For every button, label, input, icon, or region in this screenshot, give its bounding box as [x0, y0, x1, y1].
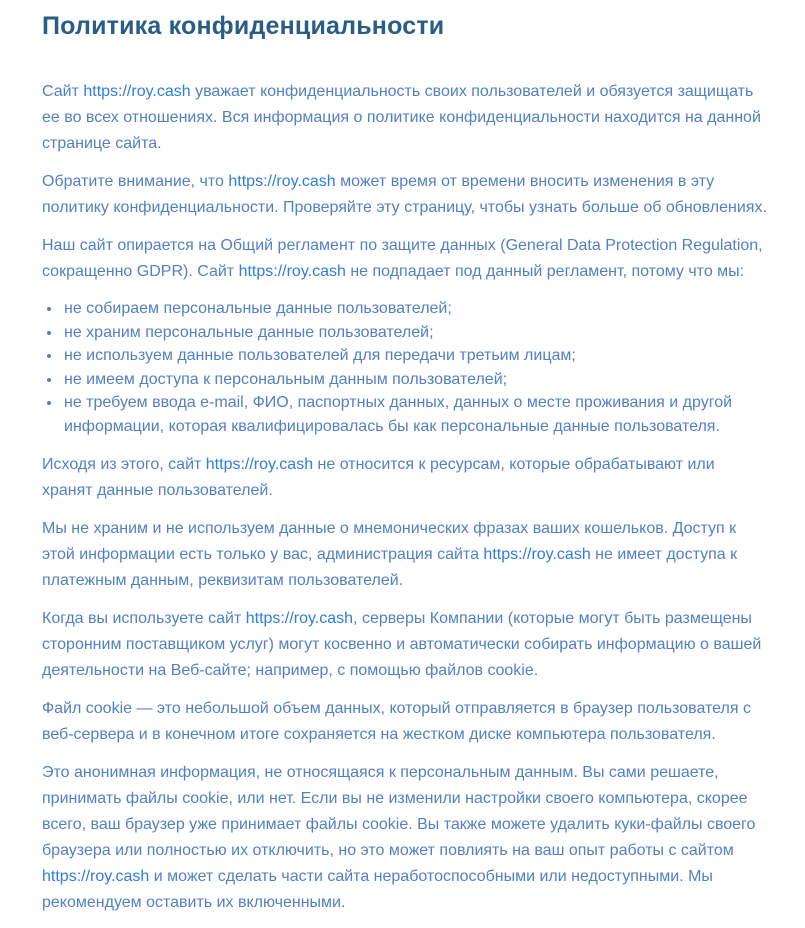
policy-list-item — [62, 321, 767, 345]
policy-text: уважает конфиденциальность своих пользователей и обязуется защищать ее во всех отношениях. Вся информация о политике конфиденциальности находится на данной странице сайта. — [42, 83, 761, 152]
policy-list-item — [62, 297, 767, 321]
roy-cash-link[interactable]: https://roy.cash — [245, 610, 354, 627]
policy-text: Сайт — [42, 83, 84, 100]
policy-text: Мы не храним и не используем данные о мнемонических фразах ваших кошельков. Доступ к этой информации есть только у вас, администрация сайта — [42, 520, 737, 563]
policy-text: Наш сайт опирается на Общий регламент по защите данных (General Data Protection Regulation, сокращенно GDPR). Сайт — [42, 237, 763, 280]
policy-content — [42, 79, 767, 916]
page-title: Политика конфиденциальности — [42, 12, 445, 40]
policy-list-item — [62, 368, 767, 392]
policy-text: не имеем доступа к персональным данным пользователей; — [64, 370, 508, 388]
policy-paragraph — [42, 606, 767, 684]
policy-text: не собираем персональные данные пользователей; — [64, 300, 452, 317]
policy-list-item — [62, 391, 767, 438]
privacy-policy-page — [0, 12, 805, 916]
policy-paragraph — [42, 516, 767, 594]
roy-cash-link[interactable]: https://roy.cash — [205, 456, 314, 473]
policy-text: и может сделать части сайта неработоспособными или недоступными. Мы рекомендуем оставить их включенными. — [42, 868, 713, 911]
policy-text: не храним персональные данные пользователей; — [64, 323, 434, 341]
policy-text: не имеет доступа к платежным данным, реквизитам пользователей. — [42, 546, 738, 589]
roy-cash-link[interactable]: https://roy.cash — [42, 868, 150, 885]
policy-paragraph — [42, 169, 767, 221]
roy-cash-link[interactable]: https://roy.cash — [83, 83, 191, 100]
policy-text: не подпадает под данный регламент, потому что мы: — [345, 263, 745, 280]
roy-cash-link[interactable]: https://roy.cash — [483, 546, 591, 563]
policy-text: не требуем ввода e-mail, ФИО, паспортных данных, данных о месте проживания и другой информации, которая квалифицировалась бы как персональные данные пользователя. — [64, 394, 733, 435]
policy-text: может время от времени вносить изменения в эту политику конфиденциальности. Проверяйте эту страницу, чтобы узнать больше об обновлениях. — [42, 173, 767, 216]
policy-text: Файл cookie — это небольшой объем данных, который отправляется в браузер пользователя с веб-сервера и в конечном итоге сохраняется на жестком диске компьютера пользователя. — [42, 700, 751, 743]
policy-paragraph — [42, 696, 767, 748]
policy-text: Обратите внимание, что — [42, 173, 229, 190]
policy-text: Исходя из этого, сайт — [42, 456, 206, 473]
policy-paragraph — [42, 79, 767, 157]
roy-cash-link[interactable]: https://roy.cash — [238, 263, 346, 280]
policy-list — [42, 297, 767, 438]
policy-text: не используем данные пользователей для передачи третьим лицам; — [64, 347, 576, 364]
policy-text: Это анонимная информация, не относящаяся к персональным данным. Вы сами решаете, принимать файлы cookie, или нет. Если вы не изменили настройки своего компьютера, скорее всего, ваш браузер уже принимает файлы cookie. Вы также можете удалить куки-файлы своего браузера или полностью их отключить, но это может повлиять на ваш опыт работы с сайтом — [42, 764, 756, 859]
policy-list-item — [62, 344, 767, 368]
roy-cash-link[interactable]: https://roy.cash — [228, 173, 336, 190]
policy-paragraph — [42, 233, 767, 285]
policy-text: Когда вы используете сайт — [42, 610, 246, 627]
policy-paragraph — [42, 760, 767, 916]
policy-paragraph — [42, 452, 767, 504]
policy-text: , серверы Компании (которые могут быть размещены сторонним поставщиком услуг) могут косвенно и автоматически собирать информацию о вашей деятельности на Веб-сайте; например, с помощью файлов cookie. — [42, 610, 762, 679]
policy-text: не относится к ресурсам, которые обрабатывают или хранят данные пользователей. — [42, 456, 715, 499]
